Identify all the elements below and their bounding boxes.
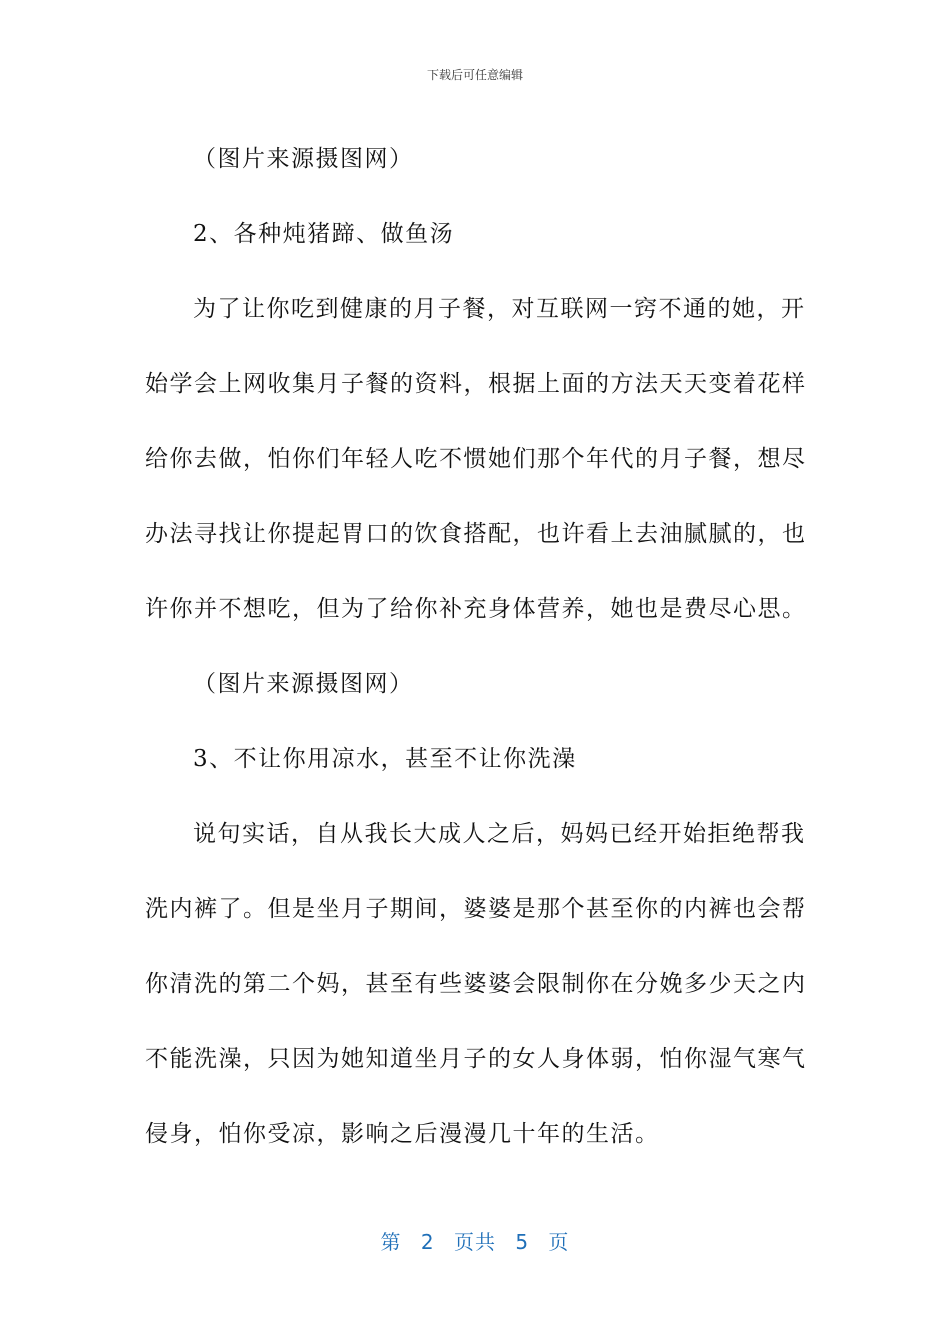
body-line: （图片来源摄图网） xyxy=(193,671,414,697)
body-line: 不能洗澡，只因为她知道坐月子的女人身体弱，怕你湿气寒气 xyxy=(145,1046,807,1072)
body-line: 给你去做，怕你们年轻人吃不惯她们那个年代的月子餐，想尽 xyxy=(145,446,807,472)
body-line: 你清洗的第二个妈，甚至有些婆婆会限制你在分娩多少天之内 xyxy=(145,971,807,997)
section-heading: 2、各种炖猪蹄、做鱼汤 xyxy=(193,221,455,247)
document-body xyxy=(145,122,807,1172)
section-heading: 3、不让你用凉水，甚至不让你洗澡 xyxy=(193,746,577,772)
body-line: 侵身，怕你受凉，影响之后漫漫几十年的生活。 xyxy=(145,1121,660,1147)
body-line: 为了让你吃到健康的月子餐，对互联网一窍不通的她，开 xyxy=(193,296,806,322)
body-line: 办法寻找让你提起胃口的饮食搭配，也许看上去油腻腻的，也 xyxy=(145,521,807,547)
body-line: 许你并不想吃，但为了给你补充身体营养，她也是费尽心思。 xyxy=(145,596,807,622)
body-line: 说句实话，自从我长大成人之后，妈妈已经开始拒绝帮我 xyxy=(193,821,806,847)
body-line: （图片来源摄图网） xyxy=(193,146,414,172)
body-line: 始学会上网收集月子餐的资料，根据上面的方法天天变着花样 xyxy=(145,371,807,397)
page-number-footer: 第 2 页共 5 页 xyxy=(380,1230,570,1254)
body-line: 洗内裤了。但是坐月子期间，婆婆是那个甚至你的内裤也会帮 xyxy=(145,896,807,922)
header-note: 下载后可任意编辑 xyxy=(426,68,523,82)
